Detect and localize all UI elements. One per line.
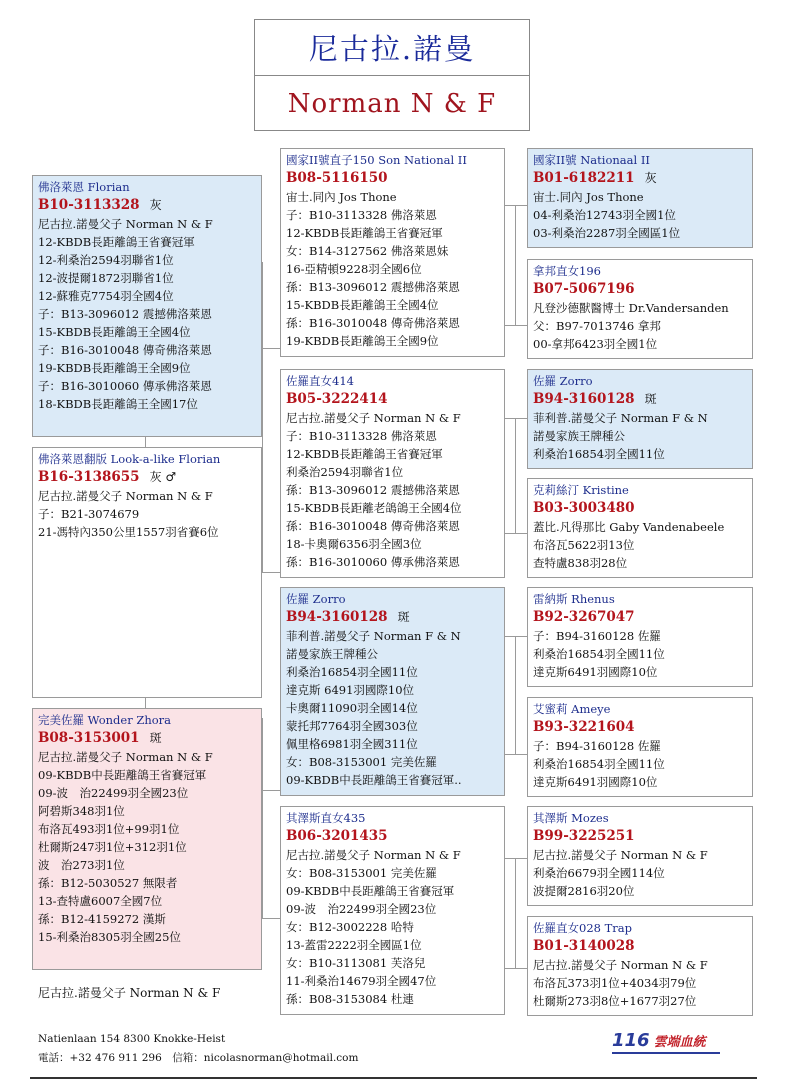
connector: [262, 918, 280, 919]
ring-number: B06-3201435: [286, 828, 388, 844]
title-english: Norman N & F: [287, 88, 497, 119]
connector: [505, 636, 527, 637]
card-line: 達克斯 6491羽國際10位: [286, 683, 415, 697]
card-line: 查特盧838羽28位: [533, 556, 628, 570]
card-line: 蒙托邦7764羽全國303位: [286, 719, 418, 733]
connector: [515, 205, 516, 325]
pedigree-card-sss: [527, 148, 753, 248]
card-line: 19-KBDB長距離鴿王全國9位: [38, 361, 191, 375]
card-line: 女：B12-3002228 哈特: [286, 920, 414, 934]
card-line: 孫：B16-3010048 傳奇佛洛萊恩: [286, 519, 460, 533]
card-line: 子：B94-3160128 佐羅: [533, 739, 661, 753]
pigeon-name: 艾蜜莉 Ameye: [533, 702, 611, 716]
card-line: 菲利普.諾曼父子 Norman F & N: [533, 411, 708, 425]
card-line: 子：B16-3010060 傳承佛洛萊恩: [38, 379, 212, 393]
pedigree-card-dsd: [527, 697, 753, 797]
card-line: 12-KBDB長距離鴿王省賽冠軍: [286, 226, 443, 240]
card-line: 利桑治16854羽全國11位: [533, 647, 665, 661]
card-line: 波提爾2816羽20位: [533, 884, 635, 898]
ring-number: B93-3221604: [533, 719, 635, 735]
card-line: 蓋比.凡得那比 Gaby Vandenabeele: [533, 520, 725, 534]
pigeon-name: 完美佐羅 Wonder Zhora: [38, 713, 172, 727]
pedigree-card-subject: [32, 447, 262, 698]
ring-number: B08-5116150: [286, 170, 388, 186]
connector: [505, 325, 527, 326]
card-line: 宙士.同內 Jos Thone: [286, 190, 397, 204]
card-line: 子：B94-3160128 佐羅: [533, 629, 661, 643]
ring-number: B08-3153001 斑: [38, 730, 162, 746]
card-line: 布洛瓦493羽1位+99羽1位: [38, 822, 180, 836]
card-line: 11-利桑治14679羽全國47位: [286, 974, 437, 988]
ring-number: B01-6182211 灰: [533, 170, 657, 186]
card-line: 達克斯6491羽國際10位: [533, 775, 658, 789]
logo-number: 116: [612, 1030, 650, 1051]
pedigree-card-sdd: [527, 478, 753, 578]
brand-logo: [612, 1030, 706, 1051]
card-line: 子：B13-3096012 震撼佛洛萊恩: [38, 307, 212, 321]
card-line: 菲利普.諾曼父子 Norman F & N: [286, 629, 461, 643]
card-line: 女：B08-3153001 完美佐羅: [286, 755, 437, 769]
breeder-contact: 電話：+32 476 911 296 信箱：nicolasnorman@hotmail.com: [38, 1052, 359, 1064]
breeder-name: 尼古拉.諾曼父子 Norman N & F: [38, 986, 221, 1000]
pedigree-card-sds: [527, 369, 753, 469]
card-line: 諾曼家族王牌種公: [533, 429, 625, 443]
pedigree-card-ss: [280, 148, 505, 357]
card-line: 19-KBDB長距離鴿王全國9位: [286, 334, 439, 348]
pigeon-color: 斑: [149, 731, 162, 745]
card-line: 利桑治2594羽聯省1位: [286, 465, 404, 479]
card-line: 尼古拉.諾曼父子 Norman N & F: [286, 848, 461, 862]
ring-number: B16-3138655 灰 ♂: [38, 469, 177, 485]
pigeon-name: 佛洛萊恩翻版 Look-a-like Florian: [38, 452, 221, 466]
pigeon-name: 佐羅 Zorro: [286, 592, 346, 606]
card-line: 布洛瓦5622羽13位: [533, 538, 635, 552]
card-line: 09-波 治22499羽全國23位: [38, 786, 189, 800]
pigeon-name: 佐羅直女414: [286, 374, 354, 388]
connector: [515, 858, 516, 968]
logo-underline: [612, 1052, 720, 1054]
card-line: 孫：B16-3010048 傳奇佛洛萊恩: [286, 316, 460, 330]
card-line: 杜爾斯273羽8位+1677羽27位: [533, 994, 697, 1008]
card-line: 21-馮特內350公里1557羽省賽6位: [38, 525, 219, 539]
ring-number: B01-3140028: [533, 938, 635, 954]
pedigree-card-dd: [280, 806, 505, 1015]
card-line: 尼古拉.諾曼父子 Norman N & F: [286, 411, 461, 425]
ring-number: B99-3225251: [533, 828, 635, 844]
card-line: 杜爾斯247羽1位+312羽1位: [38, 840, 187, 854]
pigeon-name: 拿邦直女196: [533, 264, 601, 278]
pigeon-name: 佛洛萊恩 Florian: [38, 180, 130, 194]
title-chinese: 尼古拉.諾曼: [255, 20, 529, 76]
card-line: 阿碧斯348羽1位: [38, 804, 125, 818]
card-line: 04-利桑治12743羽全國1位: [533, 208, 676, 222]
connector: [505, 205, 527, 206]
pigeon-name: 國家II號直子150 Son National II: [286, 153, 467, 167]
card-line: 孫：B08-3153084 杜連: [286, 992, 414, 1006]
pigeon-color: 灰: [149, 198, 162, 212]
card-line: 09-KBDB中長距離鴿王省賽冠軍: [38, 768, 207, 782]
pedigree-card-ds: [280, 587, 505, 796]
card-line: 諾曼家族王牌種公: [286, 647, 378, 661]
connector: [262, 718, 263, 918]
card-line: 尼古拉.諾曼父子 Norman N & F: [533, 958, 708, 972]
card-line: 09-KBDB中長距離鴿王省賽冠軍: [286, 884, 455, 898]
pigeon-name: 克莉絲汀 Kristine: [533, 483, 629, 497]
ring-number: B03-3003480: [533, 500, 635, 516]
pedigree-card-sd: [280, 369, 505, 578]
ring-number: B94-3160128 斑: [286, 609, 410, 625]
card-line: 波 治273羽1位: [38, 858, 125, 872]
ring-number: B10-3113328 灰: [38, 197, 162, 213]
card-line: 女：B14-3127562 佛洛萊恩妹: [286, 244, 449, 258]
pigeon-name: 雷納斯 Rhenus: [533, 592, 615, 606]
ring-number: B07-5067196: [533, 281, 635, 297]
card-line: 孫：B12-5030527 無限者: [38, 876, 178, 890]
card-line: 13-蓋雷2222羽全國區1位: [286, 938, 422, 952]
connector: [505, 754, 527, 755]
card-line: 12-蘇雅克7754羽全國4位: [38, 289, 174, 303]
card-line: 卡奧爾11090羽全國14位: [286, 701, 418, 715]
card-line: 12-KBDB長距離鴿王省賽冠軍: [38, 235, 195, 249]
logo-text: 雲端血統: [653, 1035, 706, 1050]
card-line: 孫：B13-3096012 震撼佛洛萊恩: [286, 483, 460, 497]
card-line: 12-KBDB長距離鴿王省賽冠軍: [286, 447, 443, 461]
connector: [505, 418, 527, 419]
footer-divider: [30, 1077, 757, 1079]
card-line: 15-利桑治8305羽全國25位: [38, 930, 181, 944]
card-line: 16-亞精頓9228羽全國6位: [286, 262, 422, 276]
ring-number: B94-3160128 斑: [533, 391, 657, 407]
card-line: 子：B10-3113328 佛洛萊恩: [286, 208, 437, 222]
card-line: 父：B97-7013746 拿邦: [533, 319, 661, 333]
connector: [262, 348, 280, 349]
pigeon-color: 灰 ♂: [149, 470, 177, 484]
pigeon-name: 佐羅直女028 Trap: [533, 921, 632, 935]
pedigree-card-ssd: [527, 259, 753, 359]
pigeon-name: 其澤斯直女435: [286, 811, 366, 825]
card-line: 利桑治6679羽全國114位: [533, 866, 665, 880]
connector: [505, 968, 527, 969]
card-line: 15-KBDB長距離鴿王全國4位: [38, 325, 191, 339]
card-line: 凡登沙德獸醫博士 Dr.Vandersanden: [533, 301, 729, 315]
pedigree-card-sire: [32, 175, 262, 437]
card-line: 子：B10-3113328 佛洛萊恩: [286, 429, 437, 443]
connector: [262, 572, 280, 573]
card-line: 宙士.同內 Jos Thone: [533, 190, 644, 204]
breeder-address: Natienlaan 154 8300 Knokke-Heist: [38, 1033, 226, 1045]
pigeon-name: 國家II號 Nationaal II: [533, 153, 650, 167]
card-line: 12-波提爾1872羽聯省1位: [38, 271, 174, 285]
card-line: 布洛瓦373羽1位+4034羽79位: [533, 976, 697, 990]
card-line: 18-KBDB長距離鴿王全國17位: [38, 397, 198, 411]
card-line: 孫：B16-3010060 傳承佛洛萊恩: [286, 555, 460, 569]
pigeon-color: 斑: [397, 610, 410, 624]
pigeon-color: 斑: [644, 392, 657, 406]
card-line: 尼古拉.諾曼父子 Norman N & F: [38, 217, 213, 231]
card-line: 00-拿邦6423羽全國1位: [533, 337, 658, 351]
pigeon-color: 灰: [644, 171, 657, 185]
connector: [262, 262, 263, 572]
card-line: 09-波 治22499羽全國23位: [286, 902, 437, 916]
connector: [505, 858, 527, 859]
pedigree-card-dam: [32, 708, 262, 970]
card-line: 達克斯6491羽國際10位: [533, 665, 658, 679]
pedigree-card-dss: [527, 587, 753, 687]
card-line: 尼古拉.諾曼父子 Norman N & F: [533, 848, 708, 862]
connector: [262, 790, 280, 791]
connector: [505, 533, 527, 534]
pedigree-card-dds: [527, 806, 753, 906]
ring-number: B05-3222414: [286, 391, 388, 407]
card-line: 女：B10-3113081 芙洛兒: [286, 956, 426, 970]
card-line: 13-查特盧6007全國7位: [38, 894, 163, 908]
card-line: 子：B16-3010048 傳奇佛洛萊恩: [38, 343, 212, 357]
card-line: 18-卡奧爾6356羽全國3位: [286, 537, 422, 551]
card-line: 尼古拉.諾曼父子 Norman N & F: [38, 750, 213, 764]
card-line: 03-利桑治2287羽全國區1位: [533, 226, 681, 240]
card-line: 15-KBDB長距離老鴿鴿王全國4位: [286, 501, 462, 515]
pedigree-card-ddd: [527, 916, 753, 1016]
pedigree-title-box: [254, 19, 530, 131]
card-line: 利桑治16854羽全國11位: [286, 665, 418, 679]
pigeon-name: 佐羅 Zorro: [533, 374, 593, 388]
connector: [515, 418, 516, 533]
card-line: 15-KBDB長距離鴿王全國4位: [286, 298, 439, 312]
connector: [515, 636, 516, 754]
card-line: 12-利桑治2594羽聯省1位: [38, 253, 174, 267]
ring-number: B92-3267047: [533, 609, 635, 625]
card-line: 09-KBDB中長距離鴿王省賽冠軍..: [286, 773, 462, 787]
card-line: 子：B21-3074679: [38, 507, 140, 521]
card-line: 孫：B13-3096012 震撼佛洛萊恩: [286, 280, 460, 294]
pigeon-name: 其澤斯 Mozes: [533, 811, 609, 825]
card-line: 利桑治16854羽全國11位: [533, 757, 665, 771]
card-line: 佩里格6981羽全國311位: [286, 737, 418, 751]
card-line: 尼古拉.諾曼父子 Norman N & F: [38, 489, 213, 503]
card-line: 女：B08-3153001 完美佐羅: [286, 866, 437, 880]
card-line: 孫：B12-4159272 漢斯: [38, 912, 166, 926]
card-line: 利桑治16854羽全國11位: [533, 447, 665, 461]
